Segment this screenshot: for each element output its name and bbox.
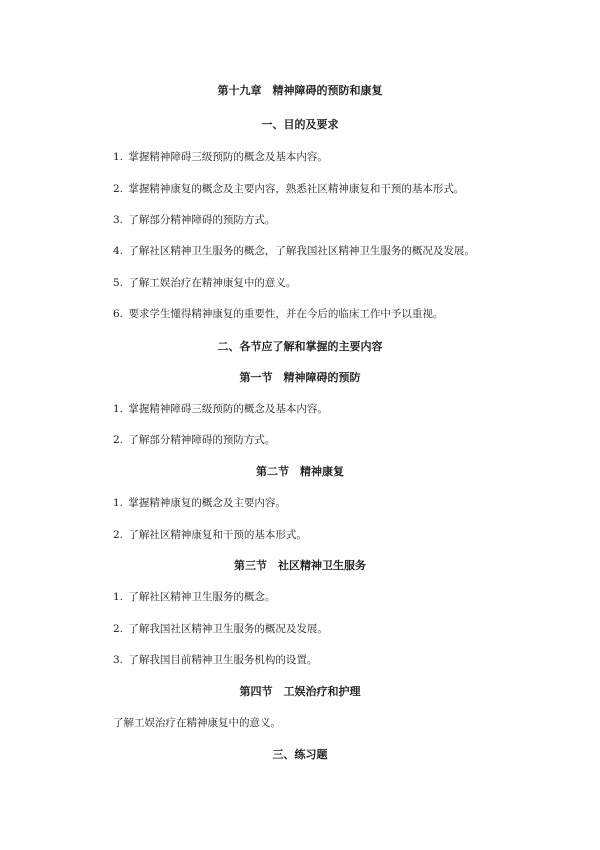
section-heading-contents: 二、各节应了解和掌握的主要内容 <box>217 340 383 353</box>
list-item <box>113 213 275 227</box>
list-item <box>113 402 328 416</box>
list-item <box>113 590 275 604</box>
item-text: 了解我国社区精神卫生服务的概况及发展。 <box>128 623 328 635</box>
chapter-title: 第十九章 精神障碍的预防和康复 <box>217 84 383 97</box>
subsection-title: 第一节 精神障碍的预防 <box>239 371 361 384</box>
list-item <box>113 276 296 290</box>
item-number: 6. <box>113 308 124 320</box>
item-number: 3. <box>113 214 124 226</box>
item-number: 2. <box>113 529 124 541</box>
item-text: 了解部分精神障碍的预防方式。 <box>128 214 276 226</box>
item-text: 了解社区精神卫生服务的概念。 <box>128 591 276 603</box>
item-number: 2. <box>113 623 124 635</box>
list-item <box>113 433 275 447</box>
section-heading-exercises: 三、练习题 <box>272 748 328 761</box>
item-number: 1. <box>113 403 124 415</box>
item-text: 掌握精神障碍三级预防的概念及基本内容。 <box>128 403 328 415</box>
list-item <box>113 496 286 510</box>
item-number: 5. <box>113 277 124 289</box>
item-number: 2. <box>113 434 124 446</box>
subsection-title: 第二节 精神康复 <box>256 465 344 478</box>
list-item <box>113 622 328 636</box>
list-item <box>113 528 307 542</box>
paragraph: 了解工娱治疗在精神康复中的意义。 <box>113 717 281 729</box>
section-heading-objectives: 一、目的及要求 <box>261 118 339 131</box>
item-text: 掌握精神康复的概念及主要内容。 <box>128 497 286 509</box>
item-text: 了解社区精神卫生服务的概念，了解我国社区精神卫生服务的概况及发展。 <box>128 245 475 257</box>
list-item <box>113 244 475 258</box>
item-text: 了解社区精神康复和干预的基本形式。 <box>128 529 307 541</box>
item-number: 1. <box>113 151 124 163</box>
list-item <box>113 150 328 164</box>
subsection-title: 第三节 社区精神卫生服务 <box>234 559 366 572</box>
item-text: 掌握精神康复的概念及主要内容，熟悉社区精神康复和干预的基本形式。 <box>128 183 465 195</box>
item-text: 要求学生懂得精神康复的重要性，并在今后的临床工作中予以重视。 <box>128 308 444 320</box>
item-number: 4. <box>113 245 124 257</box>
item-text: 掌握精神障碍三级预防的概念及基本内容。 <box>128 151 328 163</box>
item-text: 了解工娱治疗在精神康复中的意义。 <box>128 277 297 289</box>
item-number: 3. <box>113 654 124 666</box>
item-number: 1. <box>113 591 124 603</box>
list-item <box>113 182 464 196</box>
list-item <box>113 307 443 321</box>
item-number: 2. <box>113 183 124 195</box>
item-number: 1. <box>113 497 124 509</box>
item-text: 了解部分精神障碍的预防方式。 <box>128 434 276 446</box>
list-item <box>113 653 317 667</box>
item-text: 了解我国目前精神卫生服务机构的设置。 <box>128 654 318 666</box>
subsection-title: 第四节 工娱治疗和护理 <box>239 685 361 698</box>
